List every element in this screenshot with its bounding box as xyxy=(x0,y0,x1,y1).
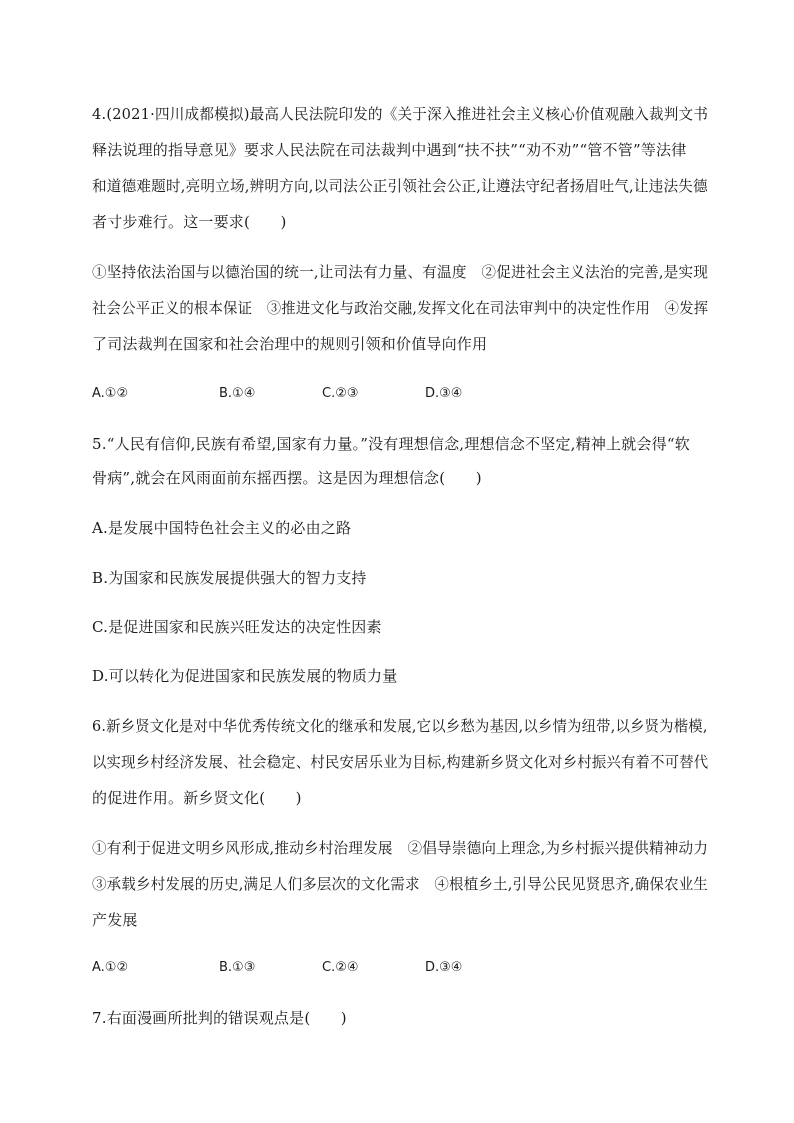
option-b: B.①③ xyxy=(219,960,256,975)
choice-d: D.可以转化为促进国家和民族发展的物质力量 xyxy=(92,667,398,685)
question-stem-line: 的促进作用。新乡贤文化( ) xyxy=(92,789,302,807)
question-stem-line: 6.新乡贤文化是对中华优秀传统文化的继承和发展,它以乡愁为基因,以乡情为纽带,以乡贤为楷模, xyxy=(92,717,708,735)
statement-line: ③承载乡村发展的历史,满足人们多层次的文化需求 ④根植乡土,引导公民见贤思齐,确保农业生 xyxy=(92,875,709,893)
choice-b: B.为国家和民族发展提供强大的智力支持 xyxy=(92,569,367,587)
question-stem-line: 者寸步难行。这一要求( ) xyxy=(92,213,287,231)
choice-c: C.是促进国家和民族兴旺发达的决定性因素 xyxy=(92,618,382,636)
option-c: C.②④ xyxy=(322,960,359,975)
statement-line: 了司法裁判在国家和社会治理中的规则引领和价值导向作用 xyxy=(92,335,488,353)
question-stem-line: 4.(2021·四川成都模拟)最高人民法院印发的《关于深入推进社会主义核心价值观融入裁判文书 xyxy=(92,105,709,123)
choice-a: A.是发展中国特色社会主义的必由之路 xyxy=(92,519,352,537)
question-stem-line: 以实现乡村经济发展、社会稳定、村民安居乐业为目标,构建新乡贤文化对乡村振兴有着不可替代 xyxy=(92,753,709,771)
option-d: D.③④ xyxy=(425,386,463,401)
statement-line: ①有利于促进文明乡风形成,推动乡村治理发展 ②倡导崇德向上理念,为乡村振兴提供精神动力 xyxy=(92,839,709,857)
option-d: D.③④ xyxy=(425,960,463,975)
question-stem-line: 和道德难题时,亮明立场,辨明方向,以司法公正引领社会公正,让遵法守纪者扬眉吐气,让违法失德 xyxy=(92,177,708,195)
question-stem-line: 7.右面漫画所批判的错误观点是( ) xyxy=(92,1009,347,1027)
statement-line: 社会公平正义的根本保证 ③推进文化与政治交融,发挥文化在司法审判中的决定性作用 ④发挥 xyxy=(92,299,709,317)
question-stem-line: 5.“人民有信仰,民族有希望,国家有力量。”没有理想信念,理想信念不坚定,精神上就会得“软 xyxy=(92,435,690,453)
question-stem-line: 释法说理的指导意见》要求人民法院在司法裁判中遇到“扶不扶”“劝不劝”“管不管”等法律 xyxy=(92,141,687,159)
statement-line: ①坚持依法治国与以德治国的统一,让司法有力量、有温度 ②促进社会主义法治的完善,是实现 xyxy=(92,263,709,281)
option-a: A.①② xyxy=(92,386,129,401)
question-stem-line: 骨病”,就会在风雨面前东摇西摆。这是因为理想信念( ) xyxy=(92,469,482,487)
option-c: C.②③ xyxy=(322,386,359,401)
option-a: A.①② xyxy=(92,960,129,975)
statement-line: 产发展 xyxy=(92,911,138,929)
option-b: B.①④ xyxy=(219,386,256,401)
